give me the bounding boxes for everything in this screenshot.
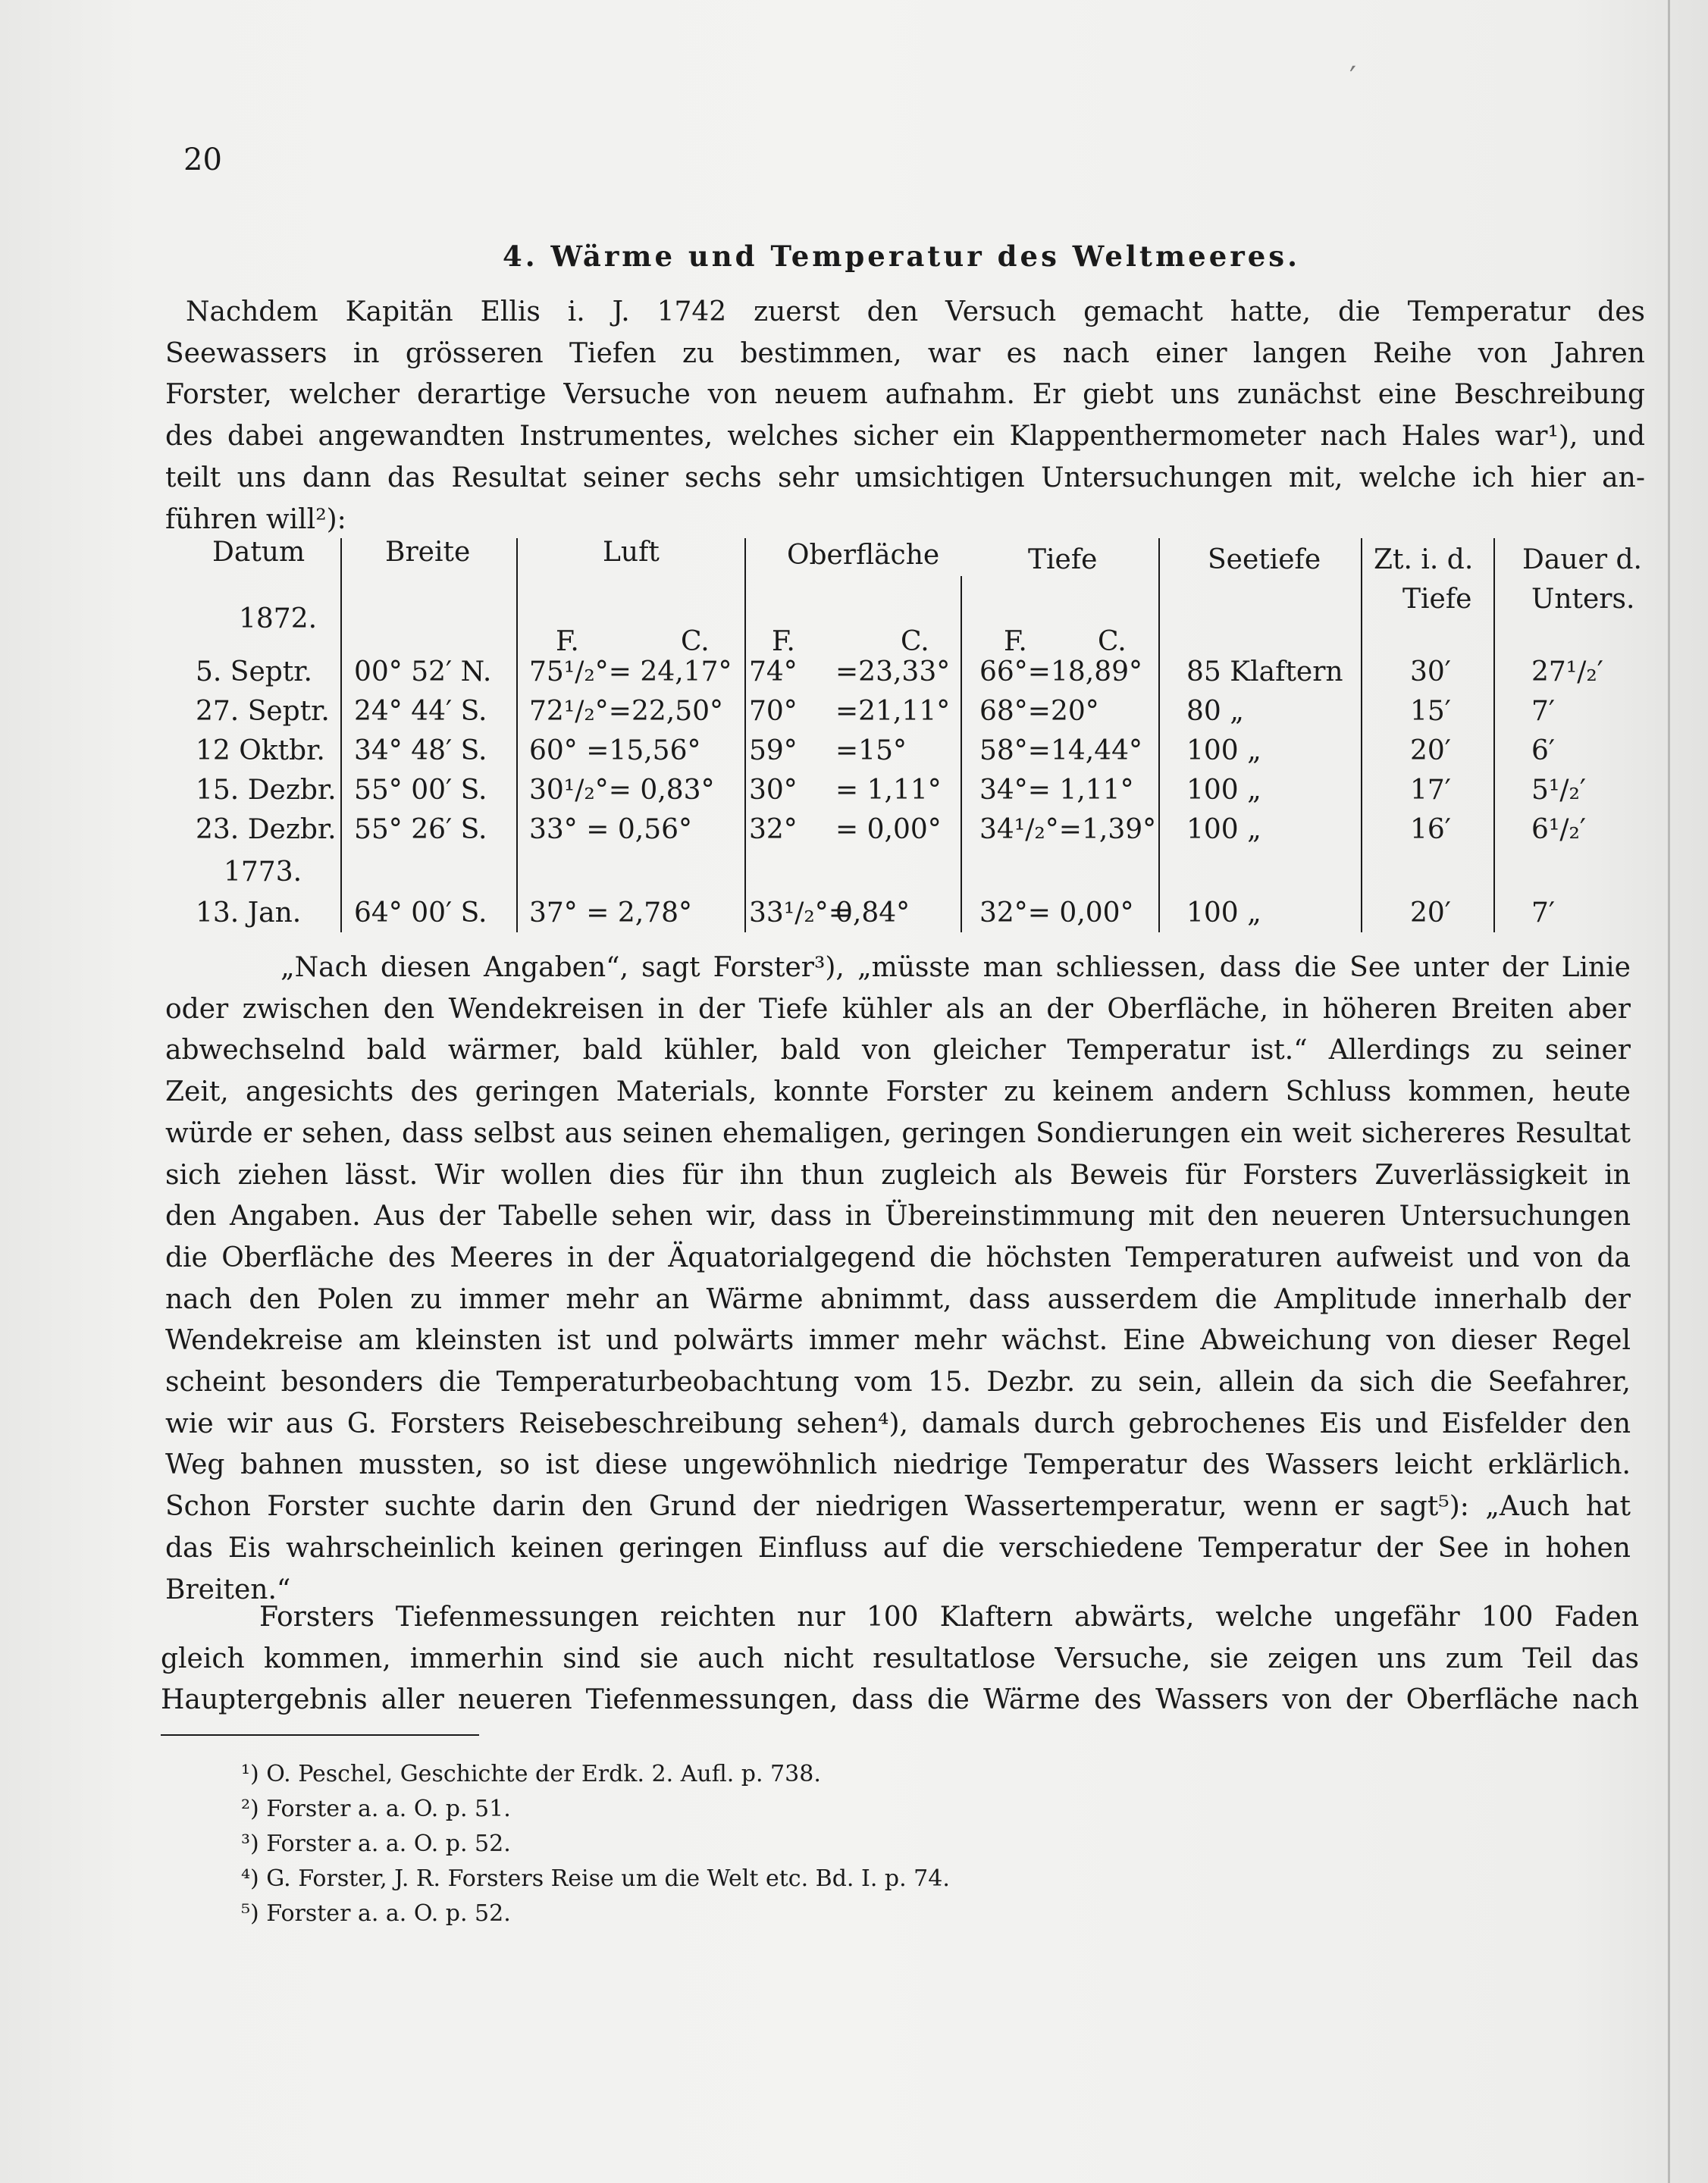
header-tiefe: Tiefe xyxy=(1028,544,1098,575)
column-rule xyxy=(1493,538,1495,932)
cell-zt: 17′ xyxy=(1410,775,1451,806)
footnote: ³) Forster a. a. O. p. 52. xyxy=(241,1831,511,1857)
cell-ober-f: 74° xyxy=(749,656,798,687)
cell-breite: 34° 48′ S. xyxy=(354,735,487,766)
temperature-table xyxy=(174,531,1653,940)
footnote: ¹) O. Peschel, Geschichte der Erdk. 2. Aufl. p. 738. xyxy=(241,1761,821,1787)
intro-paragraph xyxy=(165,292,1645,540)
header-tiefe-f: F. xyxy=(1004,626,1027,657)
text-line: Weg bahnen mussten, so ist diese ungewöhnlich niedrige Temperatur des Wassers leicht erklärlich. xyxy=(165,1449,1631,1481)
text-line: „Nach diesen Angaben“, sagt Forster³), „müsste man schliessen, dass die See unter der Linie xyxy=(280,952,1631,983)
text-line: Nachdem Kapitän Ellis i. J. 1742 zuerst den Versuch gemacht hatte, die Temperatur des xyxy=(186,296,1645,327)
text-line: Hauptergebnis aller neueren Tiefenmessungen, dass die Wärme des Wassers von der Oberfläche nach xyxy=(161,1684,1639,1716)
text-line: den Angaben. Aus der Tabelle sehen wir, dass in Übereinstimmung mit den neueren Untersuchungen xyxy=(165,1201,1631,1232)
header-ober-c: C. xyxy=(901,626,929,657)
year-1872: 1872. xyxy=(239,603,318,634)
paragraph-analysis xyxy=(165,947,1631,1611)
cell-luft: 30¹/₂°= 0,83° xyxy=(529,775,715,806)
cell-ober-c: = 0,00° xyxy=(835,814,942,845)
page-edge xyxy=(1668,0,1670,2183)
header-zt: Zt. i. d. xyxy=(1374,544,1474,575)
cell-ober-c: 0,84° xyxy=(835,897,910,929)
pencil-mark: ′ xyxy=(1349,61,1357,96)
header-oberflaeche: Oberfläche xyxy=(787,540,940,571)
cell-breite: 00° 52′ N. xyxy=(354,656,492,687)
text-line: sich ziehen lässt. Wir wollen dies für ihn thun zugleich als Beweis für Forsters Zuverlässigkeit in xyxy=(165,1159,1631,1191)
paragraph-depth xyxy=(161,1597,1639,1721)
cell-datum: 23. Dezbr. xyxy=(196,814,337,845)
cell-datum: 12 Oktbr. xyxy=(196,735,325,766)
cell-seetiefe: 80 „ xyxy=(1186,696,1244,727)
header-luft: Luft xyxy=(603,537,660,568)
column-rule xyxy=(1158,538,1160,932)
cell-tiefe: 58°=14,44° xyxy=(979,735,1143,766)
cell-ober-c: =23,33° xyxy=(835,656,951,687)
page-number: 20 xyxy=(183,143,222,177)
text-line: oder zwischen den Wendekreisen in der Tiefe kühler als an der Oberfläche, in höheren Breiten aber xyxy=(165,993,1631,1025)
cell-dauer: 7′ xyxy=(1531,897,1556,929)
text-line: würde er sehen, dass selbst aus seinen ehemaligen, geringen Sondierungen ein weit sichereres Resultat xyxy=(165,1117,1631,1149)
cell-tiefe: 32°= 0,00° xyxy=(979,897,1134,929)
cell-breite: 55° 00′ S. xyxy=(354,775,487,806)
footnotes xyxy=(241,1757,950,1931)
cell-datum: 5. Septr. xyxy=(196,656,312,687)
text-line: nach den Polen zu immer mehr an Wärme abnimmt, dass ausserdem die Amplitude innerhalb der xyxy=(165,1283,1631,1315)
text-line: gleich kommen, immerhin sind sie auch nicht resultatlose Versuche, sie zeigen uns zum Teil das xyxy=(161,1643,1639,1674)
text-line: führen will²): xyxy=(165,503,346,535)
column-rule xyxy=(340,538,342,932)
cell-ober-f: 33¹/₂°= xyxy=(749,897,851,929)
cell-ober-f: 30° xyxy=(749,775,798,806)
cell-luft: 60° =15,56° xyxy=(529,735,701,766)
cell-luft: 72¹/₂°=22,50° xyxy=(529,696,724,727)
cell-dauer: 27¹/₂′ xyxy=(1531,656,1603,687)
cell-datum: 15. Dezbr. xyxy=(196,775,337,806)
cell-ober-f: 32° xyxy=(749,814,798,845)
cell-ober-f: 59° xyxy=(749,735,798,766)
text-line: Schon Forster suchte darin den Grund der niedrigen Wassertemperatur, wenn er sagt⁵): „Auch hat xyxy=(165,1491,1631,1523)
cell-luft: 37° = 2,78° xyxy=(529,897,693,929)
header-zt-tiefe: Tiefe xyxy=(1402,584,1472,615)
cell-dauer: 7′ xyxy=(1531,696,1556,727)
cell-dauer: 5¹/₂′ xyxy=(1531,775,1587,806)
column-rule xyxy=(516,538,518,932)
cell-ober-c: =21,11° xyxy=(835,696,951,727)
footnote: ⁵) Forster a. a. O. p. 52. xyxy=(241,1900,511,1927)
cell-tiefe: 68°=20° xyxy=(979,696,1099,727)
cell-ober-f: 70° xyxy=(749,696,798,727)
cell-zt: 20′ xyxy=(1410,897,1451,929)
header-dauer: Dauer d. xyxy=(1522,544,1642,575)
column-rule xyxy=(961,576,962,932)
cell-tiefe: 66°=18,89° xyxy=(979,656,1143,687)
cell-seetiefe: 100 „ xyxy=(1186,735,1261,766)
text-line: des dabei angewandten Instrumentes, welches sicher ein Klappenthermometer nach Hales war¹), und xyxy=(165,421,1645,453)
header-ober-f: F. xyxy=(772,626,795,657)
footnote: ⁴) G. Forster, J. R. Forsters Reise um die Welt etc. Bd. I. p. 74. xyxy=(241,1865,950,1892)
column-rule xyxy=(1361,538,1362,932)
text-line: scheint besonders die Temperaturbeobachtung vom 15. Dezbr. zu sein, allein da sich die Seefahrer, xyxy=(165,1367,1631,1398)
cell-zt: 30′ xyxy=(1410,656,1451,687)
text-line: das Eis wahrscheinlich keinen geringen Einfluss auf die verschiedene Temperatur der See in hohen xyxy=(165,1532,1631,1564)
header-dauer-unters: Unters. xyxy=(1531,584,1635,615)
cell-luft: 33° = 0,56° xyxy=(529,814,693,845)
text-line: abwechselnd bald wärmer, bald kühler, bald von gleicher Temperatur ist.“ Allerdings zu seiner xyxy=(165,1035,1631,1066)
cell-dauer: 6′ xyxy=(1531,735,1556,766)
cell-zt: 16′ xyxy=(1410,814,1451,845)
year-1773: 1773. xyxy=(224,857,302,888)
cell-luft: 75¹/₂°= 24,17° xyxy=(529,656,732,687)
header-breite: Breite xyxy=(385,537,471,568)
footnote-rule xyxy=(161,1734,479,1736)
text-line: wie wir aus G. Forsters Reisebeschreibung sehen⁴), damals durch gebrochenes Eis und Eisfelder den xyxy=(165,1408,1631,1439)
cell-breite: 24° 44′ S. xyxy=(354,696,487,727)
header-luft-c: C. xyxy=(681,626,710,657)
header-datum: Datum xyxy=(212,537,306,568)
text-line: die Oberfläche des Meeres in der Äquatorialgegend die höchsten Temperaturen aufweist und von da xyxy=(165,1242,1631,1273)
cell-seetiefe: 85 Klaftern xyxy=(1186,656,1343,687)
cell-dauer: 6¹/₂′ xyxy=(1531,814,1587,845)
cell-datum: 13. Jan. xyxy=(196,897,302,929)
header-seetiefe: Seetiefe xyxy=(1208,544,1321,575)
cell-seetiefe: 100 „ xyxy=(1186,814,1261,845)
cell-breite: 55° 26′ S. xyxy=(354,814,487,845)
text-line: Forsters Tiefenmessungen reichten nur 100 Klaftern abwärts, welche ungefähr 100 Faden xyxy=(259,1602,1639,1633)
cell-ober-c: =15° xyxy=(835,735,907,766)
text-line: Wendekreise am kleinsten ist und polwärts immer mehr wächst. Eine Abweichung von dieser Regel xyxy=(165,1325,1631,1357)
cell-tiefe: 34¹/₂°=1,39° xyxy=(979,814,1157,845)
text-line: Forster, welcher derartige Versuche von neuem aufnahm. Er giebt uns zunächst eine Beschreibung xyxy=(165,379,1645,411)
header-tiefe-c: C. xyxy=(1098,626,1127,657)
cell-ober-c: = 1,11° xyxy=(835,775,942,806)
cell-tiefe: 34°= 1,11° xyxy=(979,775,1134,806)
cell-seetiefe: 100 „ xyxy=(1186,775,1261,806)
header-luft-f: F. xyxy=(556,626,579,657)
cell-zt: 20′ xyxy=(1410,735,1451,766)
footnote: ²) Forster a. a. O. p. 51. xyxy=(241,1796,511,1822)
section-heading: 4. Wärme und Temperatur des Weltmeeres. xyxy=(503,240,1300,273)
text-line: Zeit, angesichts des geringen Materials, konnte Forster zu keinem andern Schluss kommen, heute xyxy=(165,1076,1631,1108)
cell-zt: 15′ xyxy=(1410,696,1451,727)
text-line: Seewassers in grösseren Tiefen zu bestimmen, war es nach einer langen Reihe von Jahren xyxy=(165,337,1645,369)
cell-datum: 27. Septr. xyxy=(196,696,330,727)
text-line: Breiten.“ xyxy=(165,1574,291,1605)
cell-seetiefe: 100 „ xyxy=(1186,897,1261,929)
column-rule xyxy=(744,538,746,932)
cell-breite: 64° 00′ S. xyxy=(354,897,487,929)
text-line: teilt uns dann das Resultat seiner sechs sehr umsichtigen Untersuchungen mit, welche ich hier an- xyxy=(165,462,1645,493)
